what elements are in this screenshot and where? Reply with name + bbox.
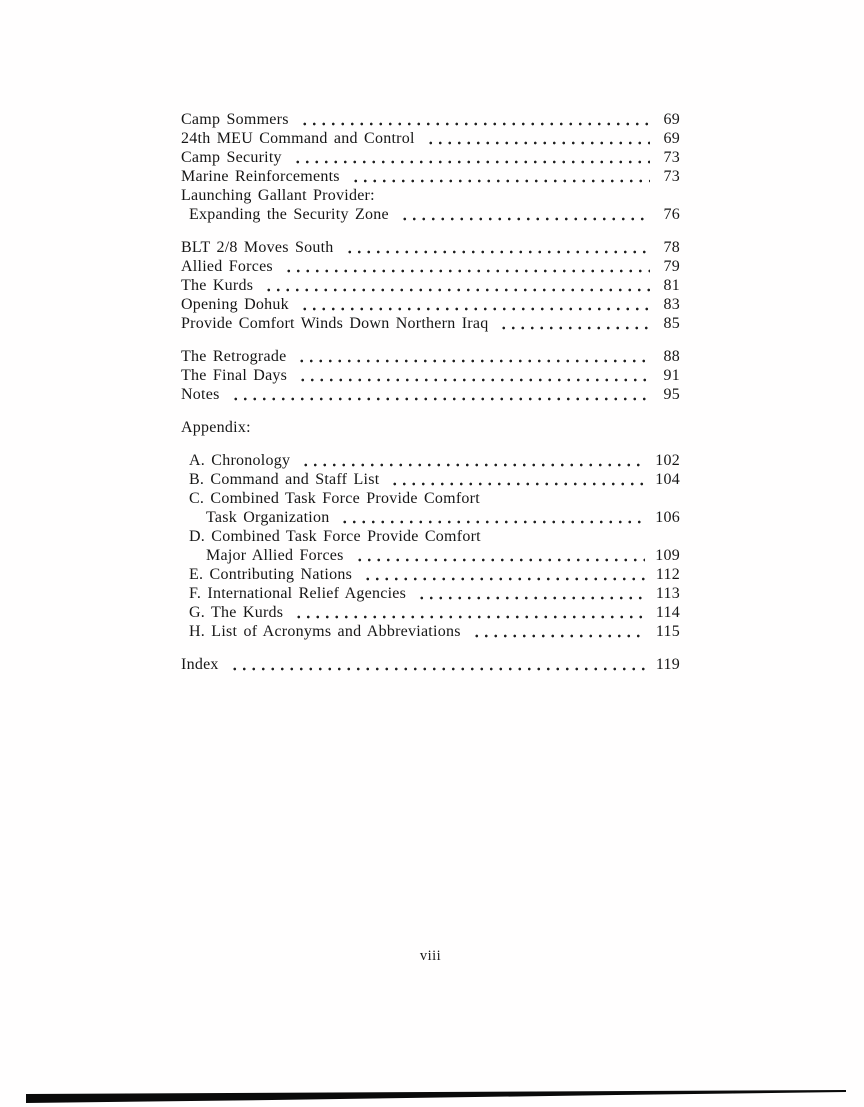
toc-entry-page-number: 79 [663,258,680,275]
dot-leader [296,366,650,385]
toc-row [181,603,680,622]
toc-entry-page-number: 109 [655,547,680,564]
toc-row [181,655,680,674]
toc-row [181,347,680,366]
dot-leader [298,110,650,129]
toc-row [181,167,680,186]
toc-row [181,314,680,333]
toc-entry-page-number: 114 [655,604,680,621]
toc-entry-title: Provide Comfort Winds Down Northern Iraq [181,315,489,332]
toc-entry-title: The Final Days [181,367,288,384]
dot-leader [415,584,646,603]
toc-entry-title: F. International Relief Agencies [189,585,407,602]
toc-entry-page-number: 95 [663,386,680,403]
toc-row [181,489,680,508]
toc-entry-title: A. Chronology [189,452,291,469]
toc-row [181,110,680,129]
toc-entry-title: Opening Dohuk [181,296,289,313]
toc-entry-page-number: 73 [663,168,680,185]
toc-section [181,110,680,224]
toc-row [181,186,680,205]
toc-entry-title: The Retrograde [181,348,287,365]
toc-row [181,276,680,295]
toc-entry-title: Task Organization [206,509,330,526]
toc-row [181,565,680,584]
toc-entry-page-number: 91 [663,367,680,384]
scan-edge-artifact-bar [26,1088,846,1106]
dot-leader [298,295,650,314]
dot-leader [262,276,650,295]
dot-leader [292,603,646,622]
dot-leader [299,451,645,470]
table-of-contents [181,110,680,688]
toc-entry-page-number: 88 [663,348,680,365]
toc-entry-page-number: 115 [655,623,680,640]
toc-row [181,418,680,437]
toc-entry-title: Expanding the Security Zone [189,206,389,223]
toc-row [181,366,680,385]
toc-entry-title: Major Allied Forces [206,547,344,564]
page-folio: viii [419,948,442,964]
toc-entry-title: Launching Gallant Provider: [181,187,375,204]
toc-row [181,295,680,314]
toc-section [181,347,680,404]
toc-row [181,584,680,603]
toc-entry-page-number: 69 [663,130,680,147]
toc-entry-page-number: 85 [663,315,680,332]
toc-row [181,257,680,276]
dot-leader [282,257,650,276]
toc-section [181,418,680,437]
dot-leader [343,238,650,257]
toc-entry-title: Index [181,656,219,673]
toc-entry-title: BLT 2/8 Moves South [181,239,334,256]
toc-entry-title: D. Combined Task Force Provide Comfort [189,528,481,545]
toc-section [181,655,680,674]
toc-entry-title: C. Combined Task Force Provide Comfort [189,490,480,507]
toc-entry-title: Camp Sommers [181,111,289,128]
toc-entry-page-number: 106 [655,509,680,526]
toc-entry-page-number: 119 [655,656,680,673]
dot-leader [353,546,646,565]
toc-entry-title: H. List of Acronyms and Abbreviations [189,623,461,640]
toc-entry-page-number: 73 [663,149,680,166]
toc-entry-page-number: 113 [655,585,680,602]
toc-row [181,385,680,404]
toc-entry-title: Allied Forces [181,258,273,275]
dot-leader [470,622,646,641]
dot-leader [398,205,650,224]
toc-row [181,451,680,470]
dot-leader [295,347,650,366]
toc-entry-page-number: 76 [663,206,680,223]
toc-entry-title: Appendix: [181,419,251,436]
toc-entry-page-number: 104 [655,471,680,488]
toc-entry-title: E. Contributing Nations [189,566,353,583]
dot-leader [228,655,646,674]
dot-leader [497,314,650,333]
dot-leader [424,129,650,148]
dot-leader [338,508,645,527]
toc-entry-page-number: 102 [655,452,680,469]
toc-entry-page-number: 112 [655,566,680,583]
toc-row [181,527,680,546]
toc-entry-page-number: 78 [663,239,680,256]
dot-leader [291,148,650,167]
toc-section [181,238,680,333]
toc-entry-title: Marine Reinforcements [181,168,340,185]
toc-row [181,470,680,489]
toc-row [181,129,680,148]
toc-row [181,622,680,641]
dot-leader [349,167,650,186]
dot-leader [361,565,646,584]
toc-entry-page-number: 69 [663,111,680,128]
toc-row [181,148,680,167]
toc-entry-page-number: 81 [663,277,680,294]
toc-row [181,508,680,527]
toc-entry-title: Camp Security [181,149,282,166]
toc-entry-title: The Kurds [181,277,254,294]
toc-entry-title: 24th MEU Command and Control [181,130,415,147]
dot-leader [229,385,650,404]
toc-row [181,205,680,224]
toc-entry-title: Notes [181,386,220,403]
toc-row [181,238,680,257]
toc-section [181,451,680,641]
toc-entry-page-number: 83 [663,296,680,313]
toc-row [181,546,680,565]
dot-leader [388,470,645,489]
toc-entry-title: G. The Kurds [189,604,284,621]
toc-entry-title: B. Command and Staff List [189,471,380,488]
